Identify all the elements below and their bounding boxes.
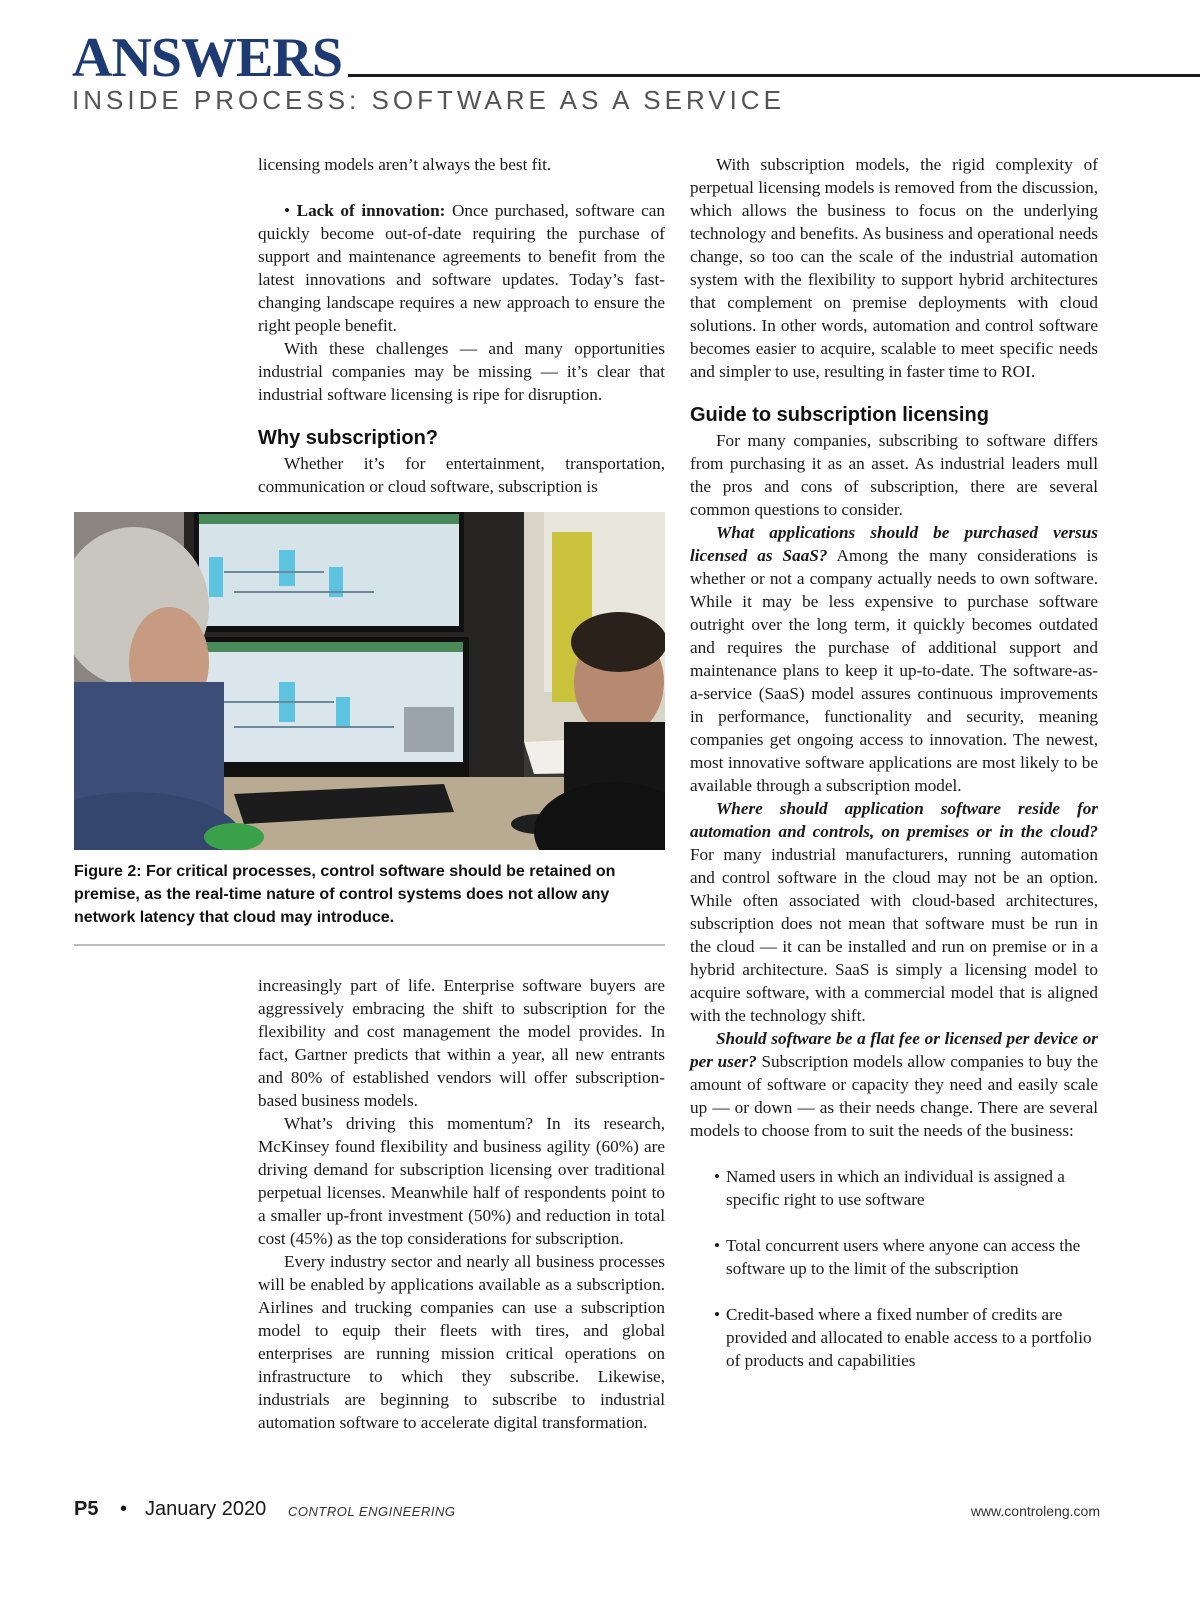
answer: For many industrial manufacturers, running automation and control software in the cloud may not be an option. While often associated with cloud-based architectures, subscription does not mean that software must be run in the cloud — it can be installed and run on premise or in a hybrid architecture. SaaS is simply a licensing model to acquire software, with a commercial model that is aligned with the technology shift. [690,845,1098,1025]
heading-why-subscription: Why subscription? [258,427,438,449]
column-right [690,153,1098,1395]
figure-photo [74,512,665,850]
magazine-section-brand: ANSWERS [72,27,342,89]
control-room-illustration [74,512,665,850]
qa-paragraph [690,797,1098,1027]
column-left-bottom [258,974,665,1434]
question: Should software be a flat fee or licensed per device or per user? [690,1029,1098,1071]
list-item: • Total concurrent users where anyone can access the software up to the limit of the subscription [714,1236,1081,1278]
column-left-top [258,153,665,498]
qa-paragraph [690,1027,1098,1142]
list-item: • Named users in which an individual is assigned a specific right to use software [714,1167,1065,1209]
question: What applications should be purchased versus licensed as SaaS? [690,523,1098,565]
paragraph: increasingly part of life. Enterprise software buyers are aggressively embracing the shift to subscription for the flexibility and cost management the model provides. In fact, Gartner predicts that within a year, all new entrants and 80% of established vendors will offer subscription-based business models. [258,976,665,1110]
licensing-models-list [690,1165,1098,1372]
qa-paragraph [690,521,1098,797]
section-title: INSIDE PROCESS: SOFTWARE AS A SERVICE [72,85,785,115]
list-item: • Credit-based where a fixed number of credits are provided and allocated to enable access to a portfolio of products and capabilities [714,1305,1092,1370]
publication-name: CONTROL ENGINEERING [288,1504,456,1519]
answer: Among the many considerations is whether or not a company actually needs to own software. While it may be less expensive to purchase software outright over the long term, it quickly becomes outdated and requires the purchase of additional support and maintenance plans to keep it up-to-date. The software-as-a-service (SaaS) model assures continuous improvements in performance, functionality and security, meaning companies get ongoing access to innovation. The newest, most innovative software applications are most likely to be available through a subscription model. [690,546,1098,795]
bullet-text: Once purchased, software can quickly become out-of-date requiring the purchase of support and maintenance agreements to benefit from the latest innovations and software updates. Today’s fast-changing landscape requires a new approach to ensure the right people benefit. [258,201,665,335]
answer: Subscription models allow companies to buy the amount of software or capacity they need and easily scale up — or down — as their needs change. There are several models to choose from to suit the needs of the business: [690,1052,1098,1140]
paragraph: What’s driving this momentum? In its research, McKinsey found flexibility and business agility (60%) are driving demand for subscription licensing over traditional perpetual licenses. Meanwhile half of respondents point to a smaller up-front investment (50%) and reduction in total cost (45%) as the top considerations for subscription. [258,1114,665,1248]
question: Where should application software reside for automation and controls, on premises or in the cloud? [690,799,1098,841]
bullet-label: Lack of innovation: [296,201,446,220]
issue-date: January 2020 [145,1498,267,1520]
figure-caption: Figure 2: For critical processes, control software should be retained on premise, as the real-time nature of control systems does not allow any network latency that cloud may introduce. [74,863,616,926]
page-number: P5 [74,1498,99,1520]
caption-rule [74,944,665,946]
paragraph: For many companies, subscribing to software differs from purchasing it as an asset. As industrial leaders mull the pros and cons of subscription, there are several common questions to consider. [690,431,1098,519]
paragraph: With these challenges — and many opportunities industrial companies may be missing — it’s clear that industrial software licensing is ripe for disruption. [258,339,665,404]
heading-guide: Guide to subscription licensing [690,404,989,426]
paragraph: Every industry sector and nearly all business processes will be enabled by applications available as a subscription. Airlines and trucking companies can use a subscription model to equip their fleets with tires, and global enterprises are running mission critical operations on infrastructure to which they subscribe. Likewise, industrials are beginning to subscribe to industrial automation software to accelerate digital transformation. [258,1252,665,1432]
bullet-paragraph: • Lack of innovation: Once purchased, software can quickly become out-of-date requiring the purchase of support and maintenance agreements to benefit from the latest innovations and software updates. Today’s fast-changing landscape requires a new approach to ensure the right people benefit. [258,201,665,335]
paragraph: Whether it’s for entertainment, transportation, communication or cloud software, subscription is [258,454,665,496]
footer-separator: • [120,1498,128,1520]
paragraph: With subscription models, the rigid complexity of perpetual licensing models is removed from the discussion, which allows the business to focus on the underlying technology and benefits. As business and operational needs change, so too can the scale of the industrial automation system with the flexibility to support hybrid architectures that complement on premise deployments with cloud solutions. In other words, automation and control software becomes easier to acquire, scalable to meet specific needs and simpler to use, resulting in faster time to ROI. [690,155,1098,381]
header-rule [348,74,1200,77]
website-url: www.controleng.com [970,1503,1100,1519]
paragraph: licensing models aren’t always the best fit. [258,155,552,174]
